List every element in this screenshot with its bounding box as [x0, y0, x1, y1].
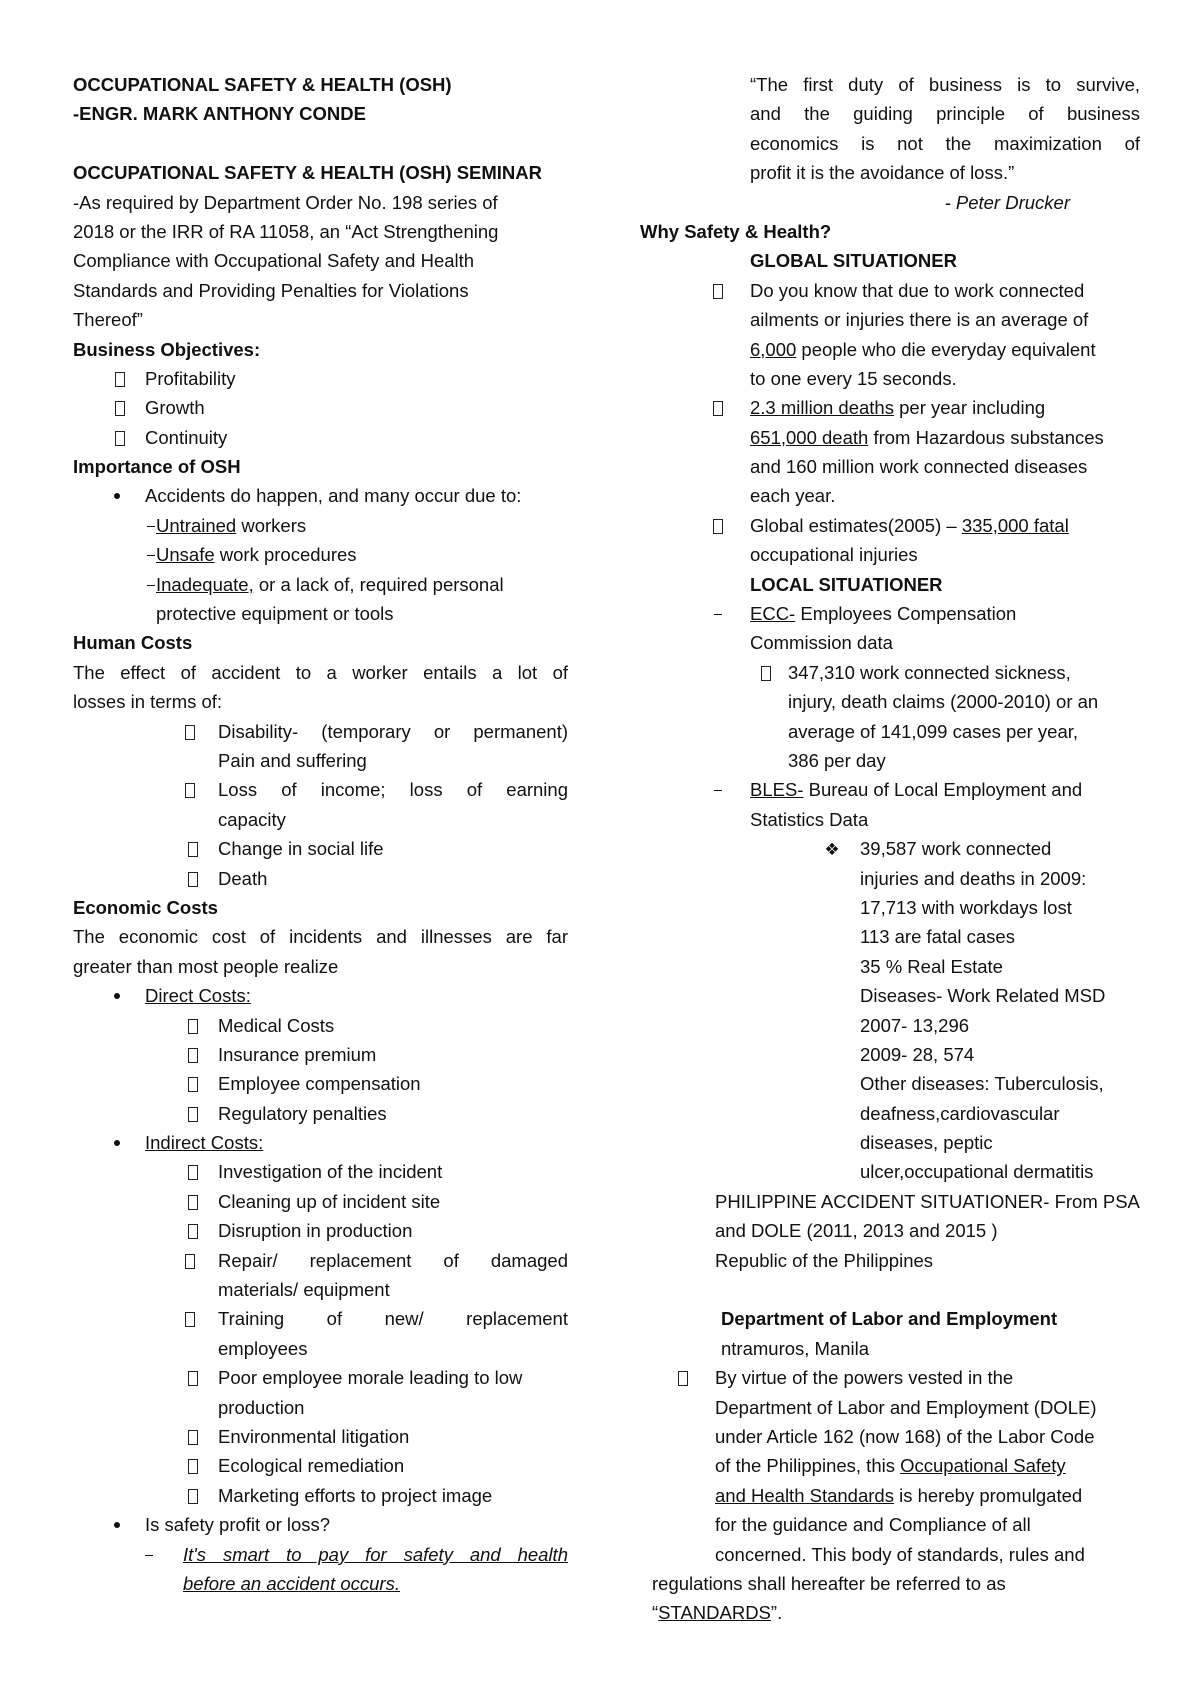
checkbox-icon	[185, 1481, 201, 1510]
checkbox-icon	[185, 1363, 201, 1392]
checkbox-icon	[185, 1099, 201, 1128]
quote-line: “The first duty of business is to survive,	[750, 74, 1140, 95]
answer-line: It's smart to pay for safety and health	[183, 1540, 568, 1569]
list-item: Change in social life	[218, 834, 568, 863]
economic-costs-heading: Economic Costs	[73, 896, 218, 918]
checkbox-icon	[185, 1216, 201, 1245]
quote-line: economics is not the maximization of	[750, 132, 1140, 154]
paragraph-line: greater than most people realize	[73, 955, 339, 977]
right-column: “The first duty of business is to survive, and the guiding principle of business economics is not the maximization of profit it is the avoidance of loss.” - Peter Drucker Why Safety & Health? GLOBAL SITUATIONER Do you know that due to work connected ailments or injuries there is an average of 6,000 people who die everyday equivalent to one every 15 seconds. 2.3 million deaths per year including 651,000 death from Hazardous substances and 160 million work connected diseases each year. Global estimates(2005) – 335,000 fatal occupational injuries LOCAL SITUATIONER ECC- Employees Compensation Commission data 347,310 work connected sickness, injury, death claims (2000-2010) or an average of 141,099 cases per year, 386 per day BLES- Bureau of Local Employment and Statistics Data ❖ 39,587 work connected injuries and deaths in 2009: 17,713 with workdays lost 113 are fatal cases 35 % Real Estate Diseases- Work Related MSD 2007- 13,296 2009- 28, 574 Other diseases: Tuberculosis, deafness,cardiovascular diseases, peptic ulcer,occupational dermatitis PHILIPPINE ACCIDENT SITUATIONER- From PSA and DOLE (2011, 2013 and 2015 ) Republic of the Philippines Department of Labor and Employment ntramuros, Manila By virtue of the powers vested in the Department of Labor and Employment (DOLE) under Article 162 (now 168) of the Labor Code of the Philippines, this Occupational Safety and Health Standards is hereby promulgated for the guidance and Compliance of all concerned. This body of standards, rules and regulations shall hereafter be referred to as “STANDARDS”.	[640, 70, 1140, 1628]
checkbox-icon	[185, 1451, 201, 1480]
list-item: Do you know that due to work connected	[750, 276, 1140, 305]
list-item: Ecological remediation	[218, 1451, 568, 1480]
dole-place: ntramuros, Manila	[721, 1337, 870, 1359]
intro-line: Thereof”	[73, 309, 143, 331]
checkbox-icon	[185, 1422, 201, 1451]
local-heading: LOCAL SITUATIONER	[750, 573, 943, 595]
checkbox-icon	[675, 1363, 691, 1392]
checkbox-icon	[185, 1157, 201, 1186]
bullet-icon	[109, 1128, 125, 1157]
list-item: Accidents do happen, and many occur due to:	[73, 481, 568, 510]
list-item: Employee compensation	[218, 1069, 568, 1098]
checkbox-icon	[185, 1069, 201, 1098]
checkbox-icon	[185, 864, 201, 893]
list-item: Insurance premium	[218, 1040, 568, 1069]
list-item: Indirect Costs:	[73, 1128, 568, 1157]
list-item-continuation: production	[218, 1396, 305, 1418]
paragraph-line: The economic cost of incidents and illnesses are far	[73, 926, 568, 948]
checkbox-icon	[710, 393, 726, 422]
list-item: Marketing efforts to project image	[218, 1481, 568, 1510]
checkbox-icon	[185, 1304, 201, 1333]
list-item-continuation: materials/ equipment	[218, 1279, 390, 1301]
list-item: Is safety profit or loss?	[73, 1510, 568, 1539]
intro-line: Standards and Providing Penalties for Violations	[73, 279, 469, 301]
paragraph-line: The effect of accident to a worker entails a lot of	[73, 661, 568, 683]
list-item: By virtue of the powers vested in the	[715, 1363, 1140, 1392]
paragraph-line: losses in terms of:	[73, 691, 223, 713]
list-item: Profitability	[73, 364, 568, 393]
global-heading: GLOBAL SITUATIONER	[750, 250, 957, 272]
bullet-icon	[109, 981, 125, 1010]
checkbox-icon	[185, 1040, 201, 1069]
checkbox-icon	[185, 1011, 201, 1040]
list-item: Disability- (temporary or permanent)	[218, 717, 568, 746]
list-item: Continuity	[73, 423, 568, 452]
list-item: Medical Costs	[218, 1011, 568, 1040]
list-item-continuation: employees	[218, 1337, 308, 1359]
list-item: Direct Costs:	[73, 981, 568, 1010]
checkbox-icon	[710, 276, 726, 305]
list-item: Poor employee morale leading to low	[218, 1363, 568, 1392]
list-item: Environmental litigation	[218, 1422, 568, 1451]
list-item: Disruption in production	[218, 1216, 568, 1245]
list-item-continuation: protective equipment or tools	[156, 603, 394, 625]
dash-icon	[143, 570, 159, 599]
list-item: BLES- Bureau of Local Employment and	[750, 775, 1140, 804]
dash-icon	[143, 511, 159, 540]
list-item: Loss of income; loss of earning	[218, 775, 568, 804]
business-objectives-heading: Business Objectives:	[73, 338, 261, 360]
intro-line: -As required by Department Order No. 198 series of	[73, 191, 498, 213]
list-item: Regulatory penalties	[218, 1099, 568, 1128]
why-heading: Why Safety & Health?	[640, 220, 832, 242]
list-item: ECC- Employees Compensation	[750, 599, 1140, 628]
list-item: 347,310 work connected sickness,	[788, 658, 1140, 687]
seminar-title: OCCUPATIONAL SAFETY & HEALTH (OSH) SEMINAR	[73, 162, 543, 184]
answer-line: before an accident occurs.	[183, 1572, 400, 1594]
list-item: Investigation of the incident	[218, 1157, 568, 1186]
author: -ENGR. MARK ANTHONY CONDE	[73, 103, 366, 125]
checkbox-icon	[185, 775, 201, 804]
bullet-icon	[109, 1510, 125, 1539]
quote-line: profit it is the avoidance of loss.”	[750, 162, 1015, 184]
checkbox-icon	[758, 658, 774, 687]
checkbox-icon	[185, 1187, 201, 1216]
importance-heading: Importance of OSH	[73, 456, 241, 478]
intro-line: Compliance with Occupational Safety and Health	[73, 250, 475, 272]
list-item-continuation: Pain and suffering	[218, 749, 367, 771]
list-item: Cleaning up of incident site	[218, 1187, 568, 1216]
list-item: Death	[218, 864, 568, 893]
list-item: ❖ 39,587 work connected	[860, 834, 1140, 863]
checkbox-icon	[112, 423, 128, 452]
checkbox-icon	[185, 1246, 201, 1275]
list-item: Untrained workers	[73, 511, 568, 540]
list-item: Inadequate, or a lack of, required personal	[73, 570, 568, 599]
dash-icon	[710, 775, 726, 804]
dash-icon	[143, 540, 159, 569]
bullet-icon	[109, 481, 125, 510]
checkbox-icon	[710, 511, 726, 540]
checkbox-icon	[112, 393, 128, 422]
list-item: Global estimates(2005) – 335,000 fatal	[750, 511, 1140, 540]
dash-icon	[145, 1540, 161, 1569]
checkbox-icon	[185, 834, 201, 863]
list-item: Unsafe work procedures	[73, 540, 568, 569]
diamond-icon: ❖	[824, 840, 840, 860]
checkbox-icon	[112, 364, 128, 393]
human-costs-heading: Human Costs	[73, 632, 193, 654]
list-item: Training of new/ replacement	[218, 1304, 568, 1333]
list-item: Repair/ replacement of damaged	[218, 1246, 568, 1275]
left-column	[73, 70, 568, 1598]
dole-heading: Department of Labor and Employment	[721, 1308, 1058, 1330]
list-item: Growth	[73, 393, 568, 422]
dash-icon	[710, 599, 726, 628]
doc-title: OCCUPATIONAL SAFETY & HEALTH (OSH)	[73, 74, 452, 95]
quote-author: - Peter Drucker	[944, 191, 1070, 213]
ph-situationer: PHILIPPINE ACCIDENT SITUATIONER- From PSA	[715, 1190, 1140, 1212]
intro-line: 2018 or the IRR of RA 11058, an “Act Strengthening	[73, 220, 499, 242]
quote-line: and the guiding principle of business	[750, 103, 1140, 125]
list-item: 2.3 million deaths per year including	[750, 393, 1140, 422]
checkbox-icon	[185, 717, 201, 746]
list-item-continuation: capacity	[218, 808, 286, 830]
